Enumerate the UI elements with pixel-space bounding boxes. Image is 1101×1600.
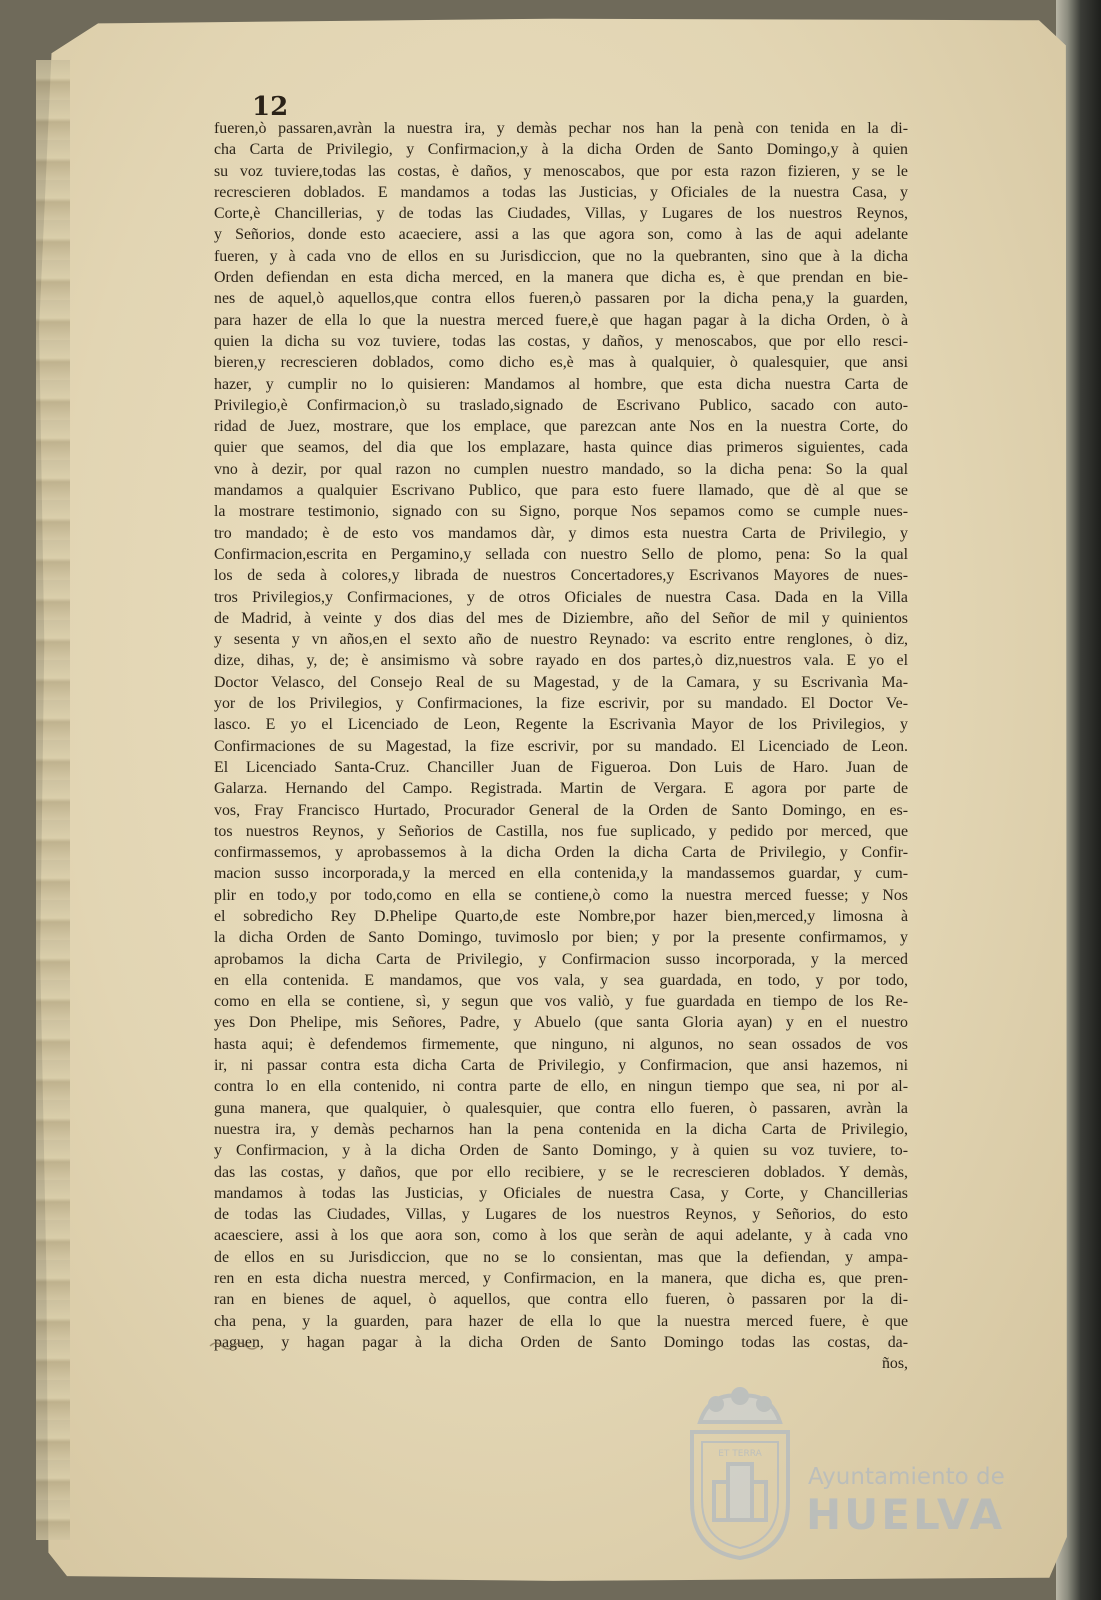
ink-scribble	[208, 1338, 268, 1350]
text-line: ren en esta dicha nuestra merced, y Confirmacion, en la manera, que dicha es, que pren-	[214, 1270, 908, 1288]
text-line: macion susso incorporada,y la merced en ella contenida,y la mandassemos guardar, y cum-	[214, 865, 908, 883]
text-line: acaesciere, assi à los que aora son, como à los que seràn de aqui adelante, y à cada vno	[214, 1227, 908, 1245]
text-line: tro mandado; è de esto vos mandamos dàr, y dimos esta nuestra Carta de Privilegio, y	[214, 524, 908, 542]
text-line: la mostrare testimonio, signado con su Signo, porque Nos sepamos como se cumple nues-	[214, 503, 908, 521]
binding-strip	[36, 60, 70, 1540]
text-line: su voz tuviere,todas las costas, è daños, y menoscabos, que por esta razon fizieren, y se le	[214, 162, 908, 180]
text-line: vno à dezir, por qual razon no cumplen nuestro mandado, so la dicha pena: So la qual	[214, 460, 908, 478]
text-line: el sobredicho Rey D.Phelipe Quarto,de este Nombre,por hazer bien,merced,y limosna à	[214, 907, 908, 925]
text-line: hasta aqui; è defendemos firmemente, que ninguno, ni algunos, no sean ossados de vos	[214, 1035, 908, 1053]
text-line: mandamos a qualquier Escrivano Publico, que para esto fuere llamado, que dè al que se	[214, 482, 908, 500]
text-line: de todas las Ciudades, Villas, y Lugares de los nuestros Reynos, y Señorios, do esto	[214, 1206, 908, 1224]
text-line: como en ella se contiene, sì, y segun que vos valiò, y fue guardada en tiempo de los Re-	[214, 993, 908, 1011]
text-line: ir, ni passar contra esta dicha Carta de Privilegio, y Confirmacion, que ansi hazemos, ni	[214, 1057, 908, 1075]
body-text	[214, 118, 908, 1375]
text-line: confirmassemos, y aprobassemos à la dicha Orden la dicha Carta de Privilegio, y Confir-	[214, 844, 908, 862]
text-line: cha pena, y la guarden, para hazer de ella lo que la nuestra merced fuere, è que	[214, 1312, 908, 1330]
text-line: y sesenta y vn años,en el sexto año de nuestro Reynado: va escrito entre renglones, ò diz,	[214, 631, 908, 649]
text-line: bieren,y recrescieren doblados, como dicho es,è mas à qualquier, ò qualesquier, que ansi	[214, 354, 908, 372]
text-line: quien la dicha su voz tuviere, todas las costas, y daños, y menoscabos, que por ello resci-	[214, 332, 908, 350]
shield-band-text: ET TERRA	[718, 1449, 762, 1459]
text-line: y Confirmacion, y à la dicha Orden de Santo Domingo, y à quien su voz tuviere, to-	[214, 1142, 908, 1160]
text-line: de ellos en su Jurisdiccion, que no se lo consientan, mas que la defiendan, y ampa-	[214, 1248, 908, 1266]
text-line: aprobamos la dicha Carta de Privilegio, y Confirmacion susso incorporada, y la merced	[214, 950, 908, 968]
watermark	[670, 1372, 1006, 1572]
text-line: lasco. E yo el Licenciado de Leon, Regente la Escrivanìa Mayor de los Privilegios, y	[214, 716, 908, 734]
text-line: guna manera, que qualquier, ò qualesquier, que contra ello fueren, ò passaren, avràn la	[214, 1099, 908, 1117]
text-line: hazer, y cumplir no lo quisieren: Mandamos al hombre, que esta dicha nuestra Carta de	[214, 375, 908, 393]
text-line: ridad de Juez, mostrare, que los emplace, que parezcan ante Nos en la nuestra Corte, do	[214, 418, 908, 436]
watermark-line-2: HUELVA	[806, 1490, 1006, 1539]
text-line: recrescieren doblados. E mandamos a todas las Justicias, y Oficiales de la nuestra Casa, y	[214, 183, 908, 201]
page-number: 12	[252, 92, 289, 122]
text-line: para hazer de ella lo que la nuestra merced fuere,è que hagan pagar à la dicha Orden, ò à	[214, 311, 908, 329]
text-line: contra lo en ella contenido, ni contra parte de ello, en ningun tiempo que sea, ni por al-	[214, 1078, 908, 1096]
text-line: El Licenciado Santa-Cruz. Chanciller Juan de Figueroa. Don Luis de Haro. Juan de	[214, 758, 908, 776]
text-line: tos nuestros Reynos, y Señorios de Castilla, nos fue suplicado, y pedido por merced, que	[214, 822, 908, 840]
text-line: fueren, y à cada vno de ellos en su Jurisdiccion, que no la quebranten, sino que à la dicha	[214, 247, 908, 265]
text-line: Galarza. Hernando del Campo. Registrada. Martin de Vergara. E agora por parte de	[214, 780, 908, 798]
text-line: das las costas, y daños, que por ello recibiere, y se le recrescieren doblados. Y demàs,	[214, 1163, 908, 1181]
text-line: Confirmaciones de su Magestad, la fize escrivir, por su mandado. El Licenciado de Leon.	[214, 737, 908, 755]
text-line: tros Privilegios,y Confirmaciones, y de otros Oficiales de nuestra Casa. Dada en la Villa	[214, 588, 908, 606]
text-line: quier que seamos, del dia que los emplazare, hasta quince dias primeros siguientes, cada	[214, 439, 908, 457]
text-line: Confirmacion,escrita en Pergamino,y sellada con nuestro Sello de plomo, pena: So la qual	[214, 545, 908, 563]
text-line: ran en bienes de aquel, ò aquellos, que contra ello fueren, ò passaren por la di-	[214, 1291, 908, 1309]
text-line: paguen, y hagan pagar à la dicha Orden de Santo Domingo todas las costas, da-	[214, 1333, 908, 1351]
text-line: dize, dihas, y, de; è ansimismo và sobre rayado en dos partes,ò diz,nuestros vala. E yo el	[214, 652, 908, 670]
text-line: ños,	[881, 1355, 908, 1373]
text-line: los de seda à colores,y librada de nuestros Concertadores,y Escrivanos Mayores de nues-	[214, 567, 908, 585]
text-line: yor de los Privilegios, y Confirmaciones, la fize escrivir, por su mandado. El Doctor Ve-	[214, 695, 908, 713]
text-line: de Madrid, à veinte y dos dias del mes de Diziembre, año del Señor de mil y quinientos	[214, 609, 908, 627]
text-line: plir en todo,y por todo,como en ella se contiene,ò como la nuestra merced fuesse; y Nos	[214, 886, 908, 904]
text-line: fueren,ò passaren,avràn la nuestra ira, y demàs pechar nos han la penà con tenida en la di-	[214, 120, 908, 137]
text-line: nuestra ira, y demàs pecharnos han la pena contenida en la dicha Carta de Privilegio,	[214, 1120, 908, 1138]
text-line: y Señorios, donde esto acaeciere, assi a las que agora son, como à las de aqui adelante	[214, 226, 908, 244]
text-line: en ella contenida. E mandamos, que vos vala, y sea guardada, en todo, y por todo,	[214, 971, 908, 989]
text-line: la dicha Orden de Santo Domingo, tuvimoslo por bien; y por la presente confirmamos, y	[214, 929, 908, 947]
text-line: Doctor Velasco, del Consejo Real de su Magestad, y de la Camara, y su Escrivanìa Ma-	[214, 673, 908, 691]
text-line: Privilegio,è Confirmacion,ò su traslado,signado de Escrivano Publico, sacado con auto-	[214, 396, 908, 414]
text-line: cha Carta de Privilegio, y Confirmacion,y à la dicha Orden de Santo Domingo,y à quien	[214, 141, 908, 159]
text-line: vos, Fray Francisco Hurtado, Procurador General de la Orden de Santo Domingo, en es-	[214, 801, 908, 819]
text-line: Orden defiendan en esta dicha merced, en la manera que dicha es, è que prendan en bie-	[214, 269, 908, 287]
text-line: yes Don Phelipe, mis Señores, Padre, y Abuelo (que santa Gloria ayan) y en el nuestro	[214, 1014, 908, 1032]
text-line: mandamos à todas las Justicias, y Oficiales de nuestra Casa, y Corte, y Chancillerias	[214, 1184, 908, 1202]
coat-of-arms-icon	[680, 1382, 800, 1562]
text-line: Corte,è Chancillerias, y de todas las Ciudades, Villas, y Lugares de los nuestros Reynos,	[214, 205, 908, 223]
watermark-line-1: Ayuntamiento de	[808, 1464, 1005, 1490]
text-line: nes de aquel,ò aquellos,que contra ellos fueren,ò passaren por la dicha pena,y la guarden,	[214, 290, 908, 308]
